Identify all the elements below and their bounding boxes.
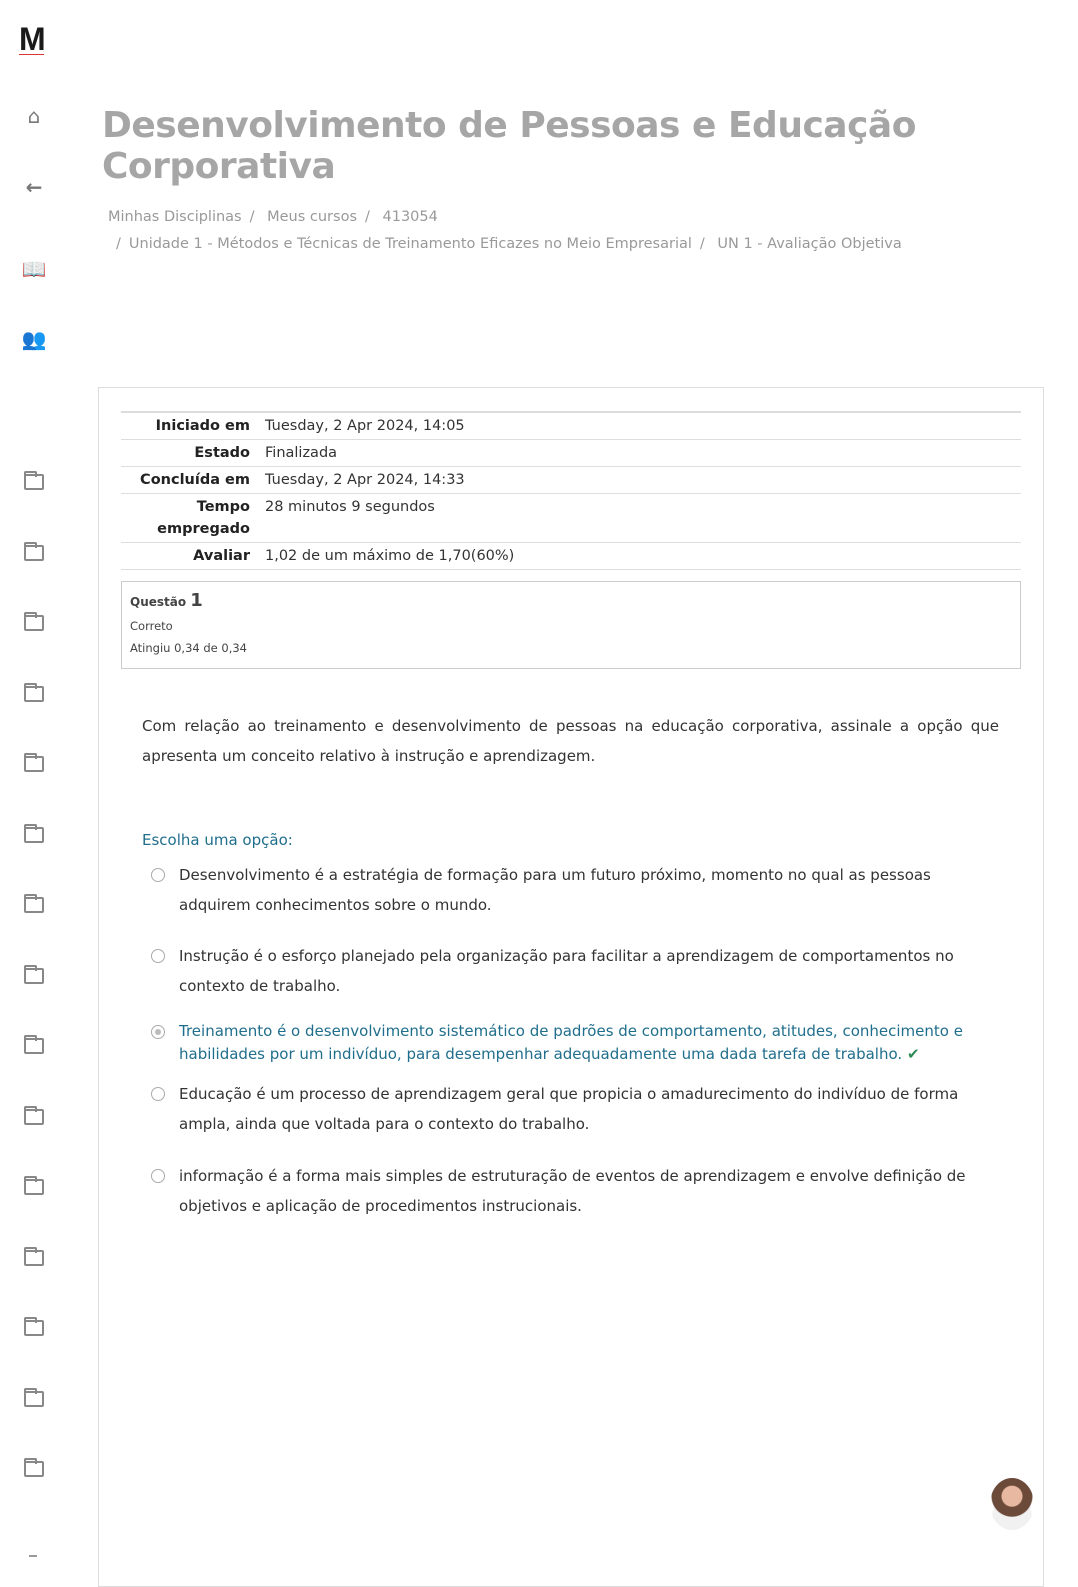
folder-icon[interactable] (24, 1109, 44, 1125)
folder-icon[interactable] (24, 686, 44, 702)
question-info (121, 581, 1021, 669)
sidebar (0, 0, 70, 1572)
choose-option-prompt: Escolha uma opção: (142, 831, 293, 849)
folder-icon[interactable] (24, 756, 44, 772)
more-indicator (29, 1555, 37, 1557)
option-text: Educação é um processo de aprendizagem geral que propicia o amadurecimento do indivíduo de forma ampla, ainda que voltada para o contexto do trabalho. (179, 1085, 959, 1133)
answer-option[interactable] (151, 1079, 971, 1139)
summary-value: 1,02 de um máximo de 1,70(60%) (265, 543, 1021, 570)
home-icon[interactable]: ⌂ (27, 104, 41, 128)
option-text: informação é a forma mais simples de estruturação de eventos de aprendizagem e envolve definição de objetivos e aplicação de procedimentos instrucionais. (179, 1167, 966, 1215)
answer-option-selected[interactable] (151, 1020, 971, 1066)
attempt-summary-table (121, 411, 1021, 570)
radio-button-selected[interactable] (151, 1025, 165, 1039)
radio-button[interactable] (151, 1169, 165, 1183)
option-text: Instrução é o esforço planejado pela organização para facilitar a aprendizagem de comportamentos no contexto de trabalho. (179, 947, 954, 995)
breadcrumb-quiz[interactable]: UN 1 - Avaliação Objetiva (717, 236, 902, 252)
answer-option[interactable] (151, 860, 971, 920)
folder-icon[interactable] (24, 1461, 44, 1477)
summary-label: Iniciado em (121, 412, 265, 440)
summary-row (121, 440, 1021, 467)
answer-option[interactable] (151, 1161, 971, 1221)
breadcrumb-course[interactable]: 413054 (382, 209, 438, 225)
question-label: Questão (130, 595, 187, 609)
summary-value: Finalizada (265, 440, 1021, 467)
folder-icon[interactable] (24, 1391, 44, 1407)
book-icon[interactable]: 📖 (21, 257, 47, 281)
question-number: 1 (190, 590, 203, 611)
users-icon[interactable]: 👥 (21, 327, 47, 351)
breadcrumb-unit[interactable]: Unidade 1 - Métodos e Técnicas de Treinamento Eficazes no Meio Empresarial (128, 236, 692, 252)
summary-value: Tuesday, 2 Apr 2024, 14:33 (265, 467, 1021, 494)
breadcrumb-meus-cursos[interactable]: Meus cursos (267, 209, 357, 225)
breadcrumb-minhas-disciplinas[interactable]: Minhas Disciplinas (108, 209, 242, 225)
option-text: Desenvolvimento é a estratégia de formação para um futuro próximo, momento no qual as pessoas adquirem conhecimentos sobre o mundo. (179, 866, 931, 914)
folder-icon[interactable] (24, 1250, 44, 1266)
question-score: Atingiu 0,34 de 0,34 (130, 641, 247, 655)
summary-label: Tempo empregado (121, 494, 265, 543)
assistant-avatar[interactable] (990, 1478, 1034, 1530)
folder-icon[interactable] (24, 1179, 44, 1195)
answer-option[interactable] (151, 941, 971, 1001)
summary-label: Avaliar (121, 543, 265, 570)
folder-icon[interactable] (24, 1320, 44, 1336)
summary-value: 28 minutos 9 segundos (265, 494, 1021, 543)
page-title: Desenvolvimento de Pessoas e Educação Corporativa (102, 105, 916, 187)
question-status: Correto (130, 619, 173, 633)
summary-row (121, 543, 1021, 570)
summary-value: Tuesday, 2 Apr 2024, 14:05 (265, 412, 1021, 440)
folder-icon[interactable] (24, 1038, 44, 1054)
summary-row (121, 412, 1021, 440)
folder-icon[interactable] (24, 545, 44, 561)
folder-icon[interactable] (24, 615, 44, 631)
radio-button[interactable] (151, 949, 165, 963)
breadcrumb: Minhas Disciplinas / Meus cursos / 413054 / Unidade 1 - Métodos e Técnicas de Treinamento Eficazes no Meio Empresarial / UN 1 - Avaliação Objetiva (108, 209, 902, 252)
folder-icon[interactable] (24, 827, 44, 843)
summary-row (121, 494, 1021, 543)
summary-label: Concluída em (121, 467, 265, 494)
option-text: Treinamento é o desenvolvimento sistemático de padrões de comportamento, atitudes, conhecimento e habilidades por um indivíduo, para desempenhar adequadamente uma dada tarefa de trabalho. (179, 1022, 963, 1063)
summary-row (121, 467, 1021, 494)
radio-button[interactable] (151, 1087, 165, 1101)
summary-label: Estado (121, 440, 265, 467)
radio-button[interactable] (151, 868, 165, 882)
question-text: Com relação ao treinamento e desenvolvimento de pessoas na educação corporativa, assinale a opção que apresenta um conceito relativo à instrução e aprendizagem. (142, 717, 999, 765)
folder-icon[interactable] (24, 474, 44, 490)
quiz-review-card (98, 387, 1044, 1587)
folder-icon[interactable] (24, 968, 44, 984)
correct-check-icon: ✔ (906, 1045, 920, 1063)
folder-icon[interactable] (24, 897, 44, 913)
back-arrow-icon[interactable]: ← (25, 175, 43, 199)
logo[interactable]: M (19, 21, 44, 57)
